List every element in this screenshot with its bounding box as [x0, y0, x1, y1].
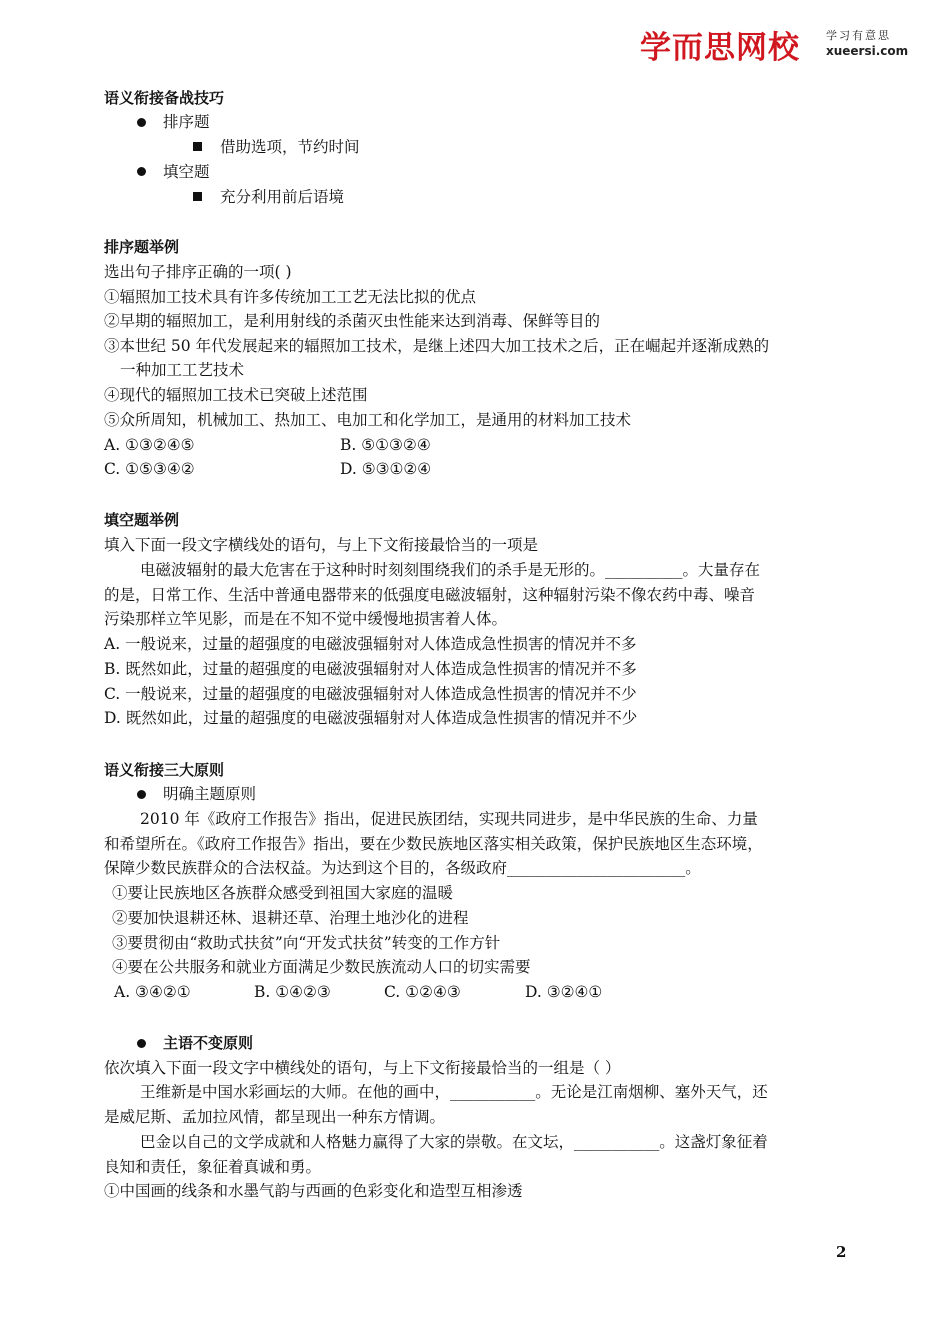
sentence-item: ①辐照加工技术具有许多传统加工工艺无法比拟的优点 — [104, 288, 477, 306]
section-title-strategy: 语义衔接备战技巧 — [104, 89, 225, 107]
option-d: D. 既然如此，过量的超强度的电磁波强辐射对人体造成急性损害的情况并不少 — [104, 709, 638, 727]
option-c: C. 一般说来，过量的超强度的电磁波强辐射对人体造成急性损害的情况并不少 — [104, 685, 637, 703]
logo-slogan: 学习有意思 — [826, 29, 891, 42]
section-title-fill-example: 填空题举例 — [104, 511, 180, 529]
sentence-item-cont: 一种加工工艺技术 — [120, 361, 245, 379]
xueersi-logo — [640, 22, 909, 67]
section-title-subject-principle: 主语不变原则 — [163, 1034, 254, 1052]
option-c: C. ①②④③ — [384, 983, 461, 1001]
sentence-item: ③要贯彻由“救助式扶贫”向“开发式扶贫”转变的工作方针 — [112, 934, 501, 952]
passage-line: 和希望所在。《政府工作报告》指出，要在少数民族地区落实相关政策，保护民族地区生态环境， — [104, 835, 763, 853]
bullet-dot — [137, 118, 146, 127]
bullet-fill: 填空题 — [163, 163, 210, 181]
passage-line: 是威尼斯、孟加拉风情，都呈现出一种东方情调。 — [104, 1108, 446, 1126]
sentence-item: ④现代的辐照加工技术已突破上述范围 — [104, 386, 368, 404]
option-a: A. 一般说来，过量的超强度的电磁波强辐射对人体造成急性损害的情况并不多 — [104, 635, 637, 653]
passage-line: 污染那样立竿见影，而是在不知不觉中缓慢地损害着人体。 — [104, 610, 508, 628]
sentence-item: ③本世纪 50 年代发展起来的辐照加工技术，是继上述四大加工技术之后，正在崛起并逐渐成熟的 — [104, 337, 770, 355]
logo-side — [826, 27, 916, 58]
question-stem: 选出句子排序正确的一项( ) — [104, 263, 292, 281]
option-a: A. ③④②① — [114, 983, 191, 1001]
sentence-item: ①要让民族地区各族群众感受到祖国大家庭的温暖 — [112, 884, 454, 902]
passage-line: 的是，日常工作、生活中普通电器带来的低强度电磁波辐射，这种辐射污染不像农药中毒、噪音 — [104, 586, 756, 604]
sentence-item: ④要在公共服务和就业方面满足少数民族流动人口的切实需要 — [112, 958, 531, 976]
sentence-item: ②要加快退耕还林、退耕还草、治理土地沙化的进程 — [112, 909, 469, 927]
option-d: D. ⑤③①②④ — [340, 460, 432, 478]
logo-name: 学而思网校 — [640, 30, 800, 66]
option-b: B. ①④②③ — [254, 983, 331, 1001]
bullet-square — [193, 142, 202, 151]
passage-line: 王维新是中国水彩画坛的大师。在他的画中，___________。无论是江南烟柳、塞外天气，还 — [140, 1083, 768, 1101]
sentence-item: ②早期的辐照加工，是利用射线的杀菌灭虫性能来达到消毒、保鲜等目的 — [104, 312, 601, 330]
bullet-square — [193, 192, 202, 201]
option-b: B. 既然如此，过量的超强度的电磁波强辐射对人体造成急性损害的情况并不多 — [104, 660, 637, 678]
bullet-dot — [137, 1039, 146, 1048]
sub-bullet-sorting: 借助选项，节约时间 — [220, 138, 360, 156]
question-stem: 依次填入下面一段文字中横线处的语句，与上下文衔接最恰当的一组是（ ） — [104, 1059, 621, 1077]
option-c: C. ①⑤③④② — [104, 460, 195, 478]
section-title-sorting-example: 排序题举例 — [104, 238, 180, 256]
passage-line: 保障少数民族群众的合法权益。为达到这个目的，各级政府_______________________。 — [104, 859, 701, 877]
passage-line: 2010 年《政府工作报告》指出，促进民族团结，实现共同进步，是中华民族的生命、力量 — [140, 810, 758, 828]
bullet-dot — [137, 790, 146, 799]
sub-bullet-fill: 充分利用前后语境 — [220, 188, 345, 206]
option-a: A. ①③②④⑤ — [104, 436, 195, 454]
bullet-sorting: 排序题 — [163, 113, 210, 131]
option-b: B. ⑤①③②④ — [340, 436, 431, 454]
passage-line: 良知和责任，象征着真诚和勇。 — [104, 1158, 322, 1176]
page-number: 2 — [836, 1243, 847, 1261]
logo-domain: xueersi.com — [826, 44, 909, 58]
option-d: D. ③②④① — [525, 983, 603, 1001]
section-title-principles: 语义衔接三大原则 — [104, 761, 225, 779]
bullet-topic-principle: 明确主题原则 — [163, 785, 257, 803]
passage-line: 电磁波辐射的最大危害在于这种时时刻刻围绕我们的杀手是无形的。__________。大量存在 — [140, 561, 761, 579]
sentence-item: ⑤众所周知，机械加工、热加工、电加工和化学加工，是通用的材料加工技术 — [104, 411, 632, 429]
sentence-item: ①中国画的线条和水墨气韵与西画的色彩变化和造型互相渗透 — [104, 1182, 523, 1200]
passage-line: 巴金以自己的文学成就和人格魅力赢得了大家的崇敬。在文坛，___________。这盏灯象征着 — [140, 1133, 768, 1151]
question-stem: 填入下面一段文字横线处的语句，与上下文衔接最恰当的一项是 — [104, 536, 539, 554]
bullet-dot — [137, 167, 146, 176]
